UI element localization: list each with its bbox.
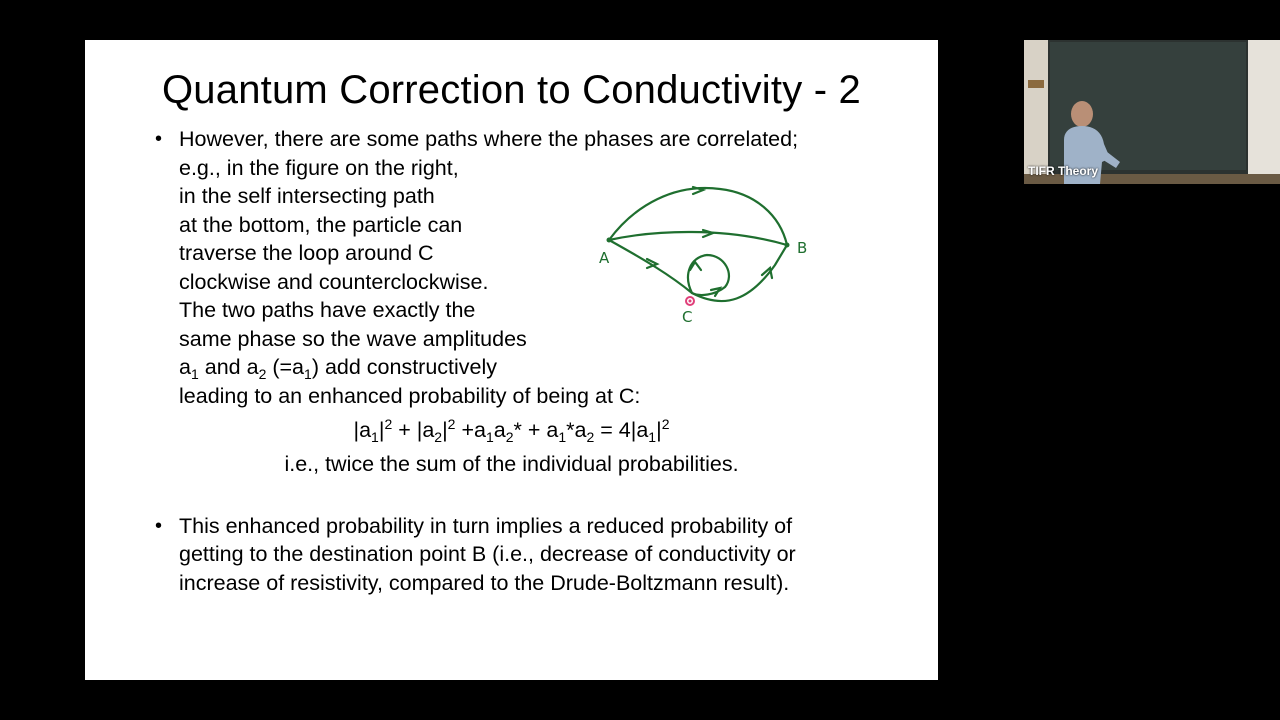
eq-part: |a	[353, 418, 372, 442]
amp-sub-1: 1	[190, 366, 199, 382]
amp-a1: a	[179, 355, 191, 379]
middle-path	[609, 232, 787, 245]
eq-sub: 1	[558, 429, 567, 445]
eq-sup: 2	[661, 416, 670, 432]
bullet-1-line-5: traverse the loop around C	[179, 241, 434, 265]
eq-sub: 2	[434, 429, 443, 445]
label-b: B	[797, 239, 808, 257]
eq-part: *a	[566, 418, 587, 442]
eq-part: |	[378, 418, 385, 442]
eq-sup: 2	[384, 416, 393, 432]
probability-equation	[85, 418, 938, 443]
path-diagram	[585, 175, 825, 335]
bottom-path	[609, 240, 787, 301]
participant-video-tile[interactable]	[1024, 40, 1280, 184]
amp-sub-2: 2	[258, 366, 267, 382]
loop-c	[688, 255, 729, 295]
eq-part: a	[493, 418, 506, 442]
pointer-marker-dot	[689, 300, 692, 303]
amp-a2: a	[246, 355, 259, 379]
eq-sub: 1	[485, 429, 494, 445]
eq-sub: 1	[371, 429, 379, 445]
bullet-2-line-1: This enhanced probability in turn implies a reduced probability of	[179, 514, 793, 538]
eq-sub: 2	[586, 429, 595, 445]
eq-sup: 2	[447, 416, 456, 432]
bullet-1-marker: •	[155, 128, 163, 150]
eq-part: +a	[455, 418, 486, 442]
bullet-1-line-4: at the bottom, the particle can	[179, 213, 463, 237]
eq-sub: 2	[505, 429, 514, 445]
bullet-1-line-1: However, there are some paths where the phases are correlated;	[179, 127, 799, 151]
bullet-2-line-2: getting to the destination point B (i.e., decrease of conductivity or	[179, 542, 796, 566]
eq-part: |	[442, 418, 448, 442]
bullet-1-line-2: e.g., in the figure on the right,	[179, 156, 459, 180]
label-a: A	[599, 249, 610, 267]
bullet-1-amplitude-line	[179, 353, 497, 381]
bullet-1-line-8: same phase so the wave amplitudes	[179, 327, 527, 351]
bullet-1-line-6: clockwise and counterclockwise.	[179, 270, 489, 294]
ie-line: i.e., twice the sum of the individual probabilities.	[284, 452, 739, 476]
label-c: C	[682, 308, 693, 326]
eq-part: + |a	[392, 418, 435, 442]
amp-close: ) add constructively	[311, 355, 498, 379]
bullet-1-line-last: leading to an enhanced probability of being at C:	[179, 384, 641, 408]
bullet-1-line-7: The two paths have exactly the	[179, 298, 476, 322]
video-feed	[1024, 40, 1280, 184]
amp-eq: (=a	[266, 355, 305, 379]
bullet-2-marker: •	[155, 515, 163, 537]
bullet-2-line-3: increase of resistivity, compared to the Drude-Boltzmann result).	[179, 571, 790, 595]
point-a	[607, 238, 612, 243]
slide-title: Quantum Correction to Conductivity - 2	[161, 68, 861, 112]
eq-part: = 4|a	[594, 418, 649, 442]
amp-sub-3: 1	[304, 366, 312, 382]
bullet-1-line-3: in the self intersecting path	[179, 184, 435, 208]
point-b	[785, 243, 790, 248]
slide	[85, 40, 938, 680]
participant-name: TIFR Theory	[1028, 164, 1099, 178]
eq-part: |	[656, 418, 662, 442]
eq-part: * + a	[513, 418, 559, 442]
eq-sub: 1	[648, 429, 657, 445]
amp-and: and	[198, 355, 247, 379]
